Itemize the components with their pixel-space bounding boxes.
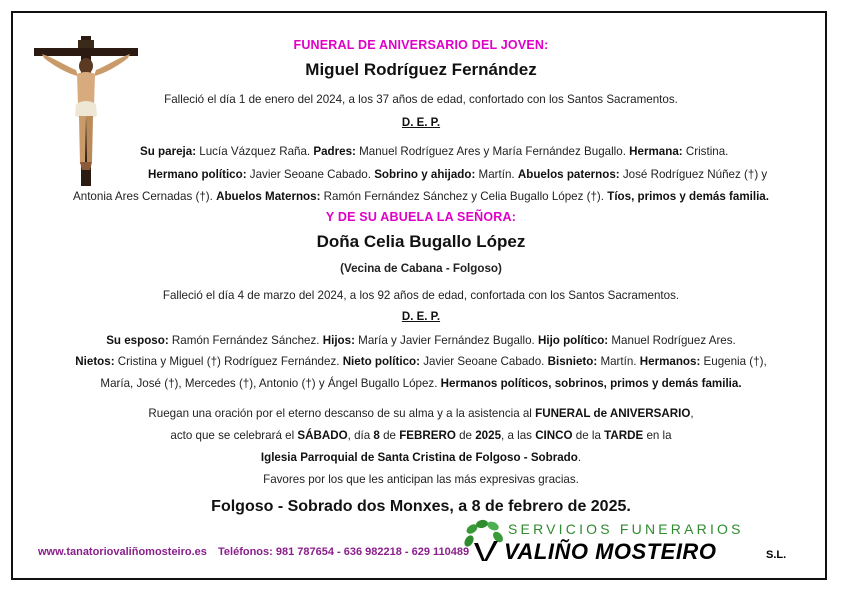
family-line-6: María, José (†), Mercedes (†), Antonio (†) y Ángel Bugallo López. Hermanos políticos, sobrinos, primos y demás familia.	[100, 377, 742, 390]
phone-numbers: Teléfonos: 981 787654 - 636 982218 - 629 110489	[218, 546, 470, 558]
origin-2: (Vecina de Cabana - Folgoso)	[340, 262, 502, 275]
invite-line-4: Favores por los que les anticipan las más expresivas gracias.	[263, 473, 579, 486]
invite-line-2: acto que se celebrará el SÁBADO, día 8 de FEBRERO de 2025, a las CINCO de la TARDE en la	[170, 429, 672, 442]
logo-name: VALIÑO MOSTEIRO	[504, 539, 717, 564]
death-info-2: Falleció el día 4 de marzo del 2024, a los 92 años de edad, confortada con los Santos Sacramentos.	[162, 289, 680, 302]
dep-1: D. E. P.	[401, 117, 441, 129]
dep-2: D. E. P.	[401, 311, 441, 323]
notice-title: FUNERAL DE ANIVERSARIO DEL JOVEN:	[293, 38, 549, 52]
invite-line-3: Iglesia Parroquial de Santa Cristina de Folgoso - Sobrado.	[260, 451, 582, 464]
invite-line-1: Ruegan una oración por el eterno descanso de su alma y a la asistencia al FUNERAL de ANIVERSARIO,	[148, 407, 694, 420]
deceased-name-2: Doña Celia Bugallo López	[316, 232, 526, 251]
logo-tagline: SERVICIOS FUNERARIOS	[508, 521, 744, 537]
tree-logo-icon	[462, 519, 506, 567]
family-line-2: Hermano político: Javier Seoane Cabado. Sobrino y ahijado: Martín. Abuelos paternos: José Rodríguez Núñez (†) y	[148, 168, 768, 181]
family-line-5: Nietos: Cristina y Miguel (†) Rodríguez Fernández. Nieto político: Javier Seoane Cabado. Bisnieto: Martín. Hermanos: Eugenia (†),	[75, 355, 767, 368]
logo-suffix: S.L.	[766, 549, 787, 561]
website-link[interactable]: www.tanatoriovaliñomosteiro.es	[38, 546, 207, 558]
notice-subtitle: Y DE SU ABUELA LA SEÑORA:	[325, 210, 517, 224]
family-line-1: Su pareja: Lucía Vázquez Raña. Padres: Manuel Rodríguez Ares y María Fernández Bugallo. Hermana: Cristina.	[140, 145, 729, 158]
deceased-name-1: Miguel Rodríguez Fernández	[305, 60, 537, 79]
family-line-4: Su esposo: Ramón Fernández Sánchez. Hijos: María y Javier Fernández Bugallo. Hijo político: Manuel Rodríguez Ares.	[106, 334, 736, 347]
crucifix-icon	[34, 36, 138, 186]
closing-line: Folgoso - Sobrado dos Monxes, a 8 de febrero de 2025.	[211, 498, 631, 515]
funeral-home-logo	[462, 519, 812, 569]
death-info-1: Falleció el día 1 de enero del 2024, a los 37 años de edad, confortado con los Santos Sacramentos.	[164, 93, 678, 106]
family-line-3: Antonia Ares Cernadas (†). Abuelos Maternos: Ramón Fernández Sánchez y Celia Bugallo López (†). Tíos, primos y demás familia.	[73, 190, 769, 203]
